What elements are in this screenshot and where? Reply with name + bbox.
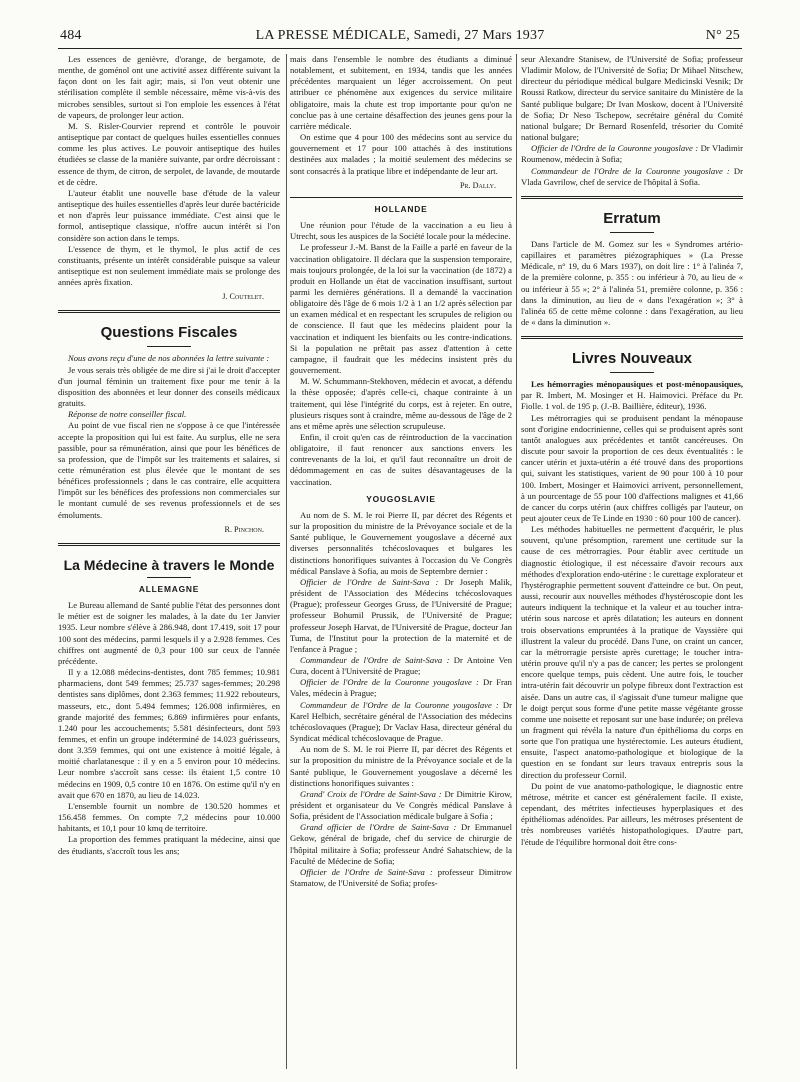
paragraph: mais dans l'ensemble le nombre des étudiants a diminué notablement, et subitement, en 1934, tandis que les années précédentes marquaient un léger accroissement. On peut attribuer ce phénomène aux exigences du service militaire obligatoire, mais la chute est trop importante pour qu'on ne conclue pas à une certaine désaffection des jeunes gens pour la carrière médicale.: [290, 54, 512, 131]
paragraph: M. W. Schummann-Stekhoven, médecin et avocat, a défendu la thèse opposée; d'après celle-ci, chaque contrainte à un traitement, qui lèse l'intégrité du corps, est à rejeter. En outre, plusieurs risques sont à craindre, même au-dessous de l'âge de 2 ans et même après une sélection scrupuleuse.: [290, 376, 512, 431]
paragraph: L'auteur établit une nouvelle base d'étude de la valeur antiseptique des huiles essentielles d'après leur durée bactéricide et non d'après leur puissance immédiate. C'est ainsi que le formol, antiseptique classique, n'offre aucun intérêt si l'on considère son action dans le temps.: [58, 187, 280, 243]
section-title-livres-nouveaux: Livres Nouveaux: [571, 350, 693, 368]
paragraph: La proportion des femmes pratiquant la médecine, ainsi que des étudiants, s'accroît tous les ans;: [58, 834, 280, 856]
section-rule: [521, 336, 743, 339]
paragraph: Le professeur J.-M. Banst de la Faille a parlé en faveur de la vaccination obligatoire. Il déclara que la suspension temporaire, mais toujours prolongée, de la loi sur la vaccination (de 1872) a produit en Hollande un état de vaccination insuffisant, surtout parmi les dernières générations. Il a demandé la vaccination obligatoire dès l'âge de 6 mois 1/2 à 1 an 1/2 après sélection par un examen médical et en respectant les scrupules de religion ou de conscience. Il faut que les médecins plaident pour la vaccination et indiquent les bienfaits ou les contre-indications. Si la population ne prêtait pas assez d'attention à cette campagne, il faudrait que les médecins insistent près du gouvernement.: [290, 242, 512, 376]
book-reference: [521, 379, 743, 412]
column-1: [58, 54, 280, 1069]
page-number: 484: [60, 28, 82, 43]
paragraph: Une réunion pour l'étude de la vaccination a eu lieu à Utrecht, sous les auspices de la Société locale pour la médecine.: [290, 220, 512, 242]
honor-label: Commandeur de l'Ordre de la Couronne yougoslave :: [300, 699, 499, 710]
paragraph: L'ensemble fournit un nombre de 130.520 hommes et 156.458 femmes. On compte 7,2 médecins pour 10.000 habitants, et 10,1 pour 10 kmq de territoire.: [58, 800, 280, 834]
section-rule: [58, 543, 280, 546]
honor-label: Officier de l'Ordre de la Couronne yougoslave :: [531, 143, 699, 154]
paragraph: [290, 700, 512, 745]
paragraph: Réponse de notre conseiller fiscal.: [68, 409, 187, 420]
paragraph: [290, 677, 512, 699]
column-divider: [516, 54, 517, 1069]
honor-label: Grand' Croix de l'Ordre de Saint-Sava :: [300, 788, 442, 799]
paragraph: Les méthodes habituelles ne permettent d'acquérir, le plus souvent, qu'une présomption, rarement une certitude sur la cause de ces métrorragies. Pour établir avec certitude un diagnostic étiologique, il est nécessaire d'avoir recours aux méthodes d'exploration endo-utérine : le curettage explorateur et l'hystérographie permettent souvent d'atteindre ce but. On peut, aussi, recourir aux nouvelles méthodes d'hystéroscopie dont les auteurs indiquent la technique et la valeur et au toucher intra-utérin sous narcose et après dilatation; les auteurs en donnent trois observations empruntées à la pratique de Vayssière qui illustrent la valeur du procédé. Dans l'une, on craint un cancer, car la métrorragie persiste après curettage; le toucher intra-utérin prouve qu'il n'y a pas de cancer; les pertes se prolongent encore quelque temps, puis cèdent. Une autre fois, le toucher intra-utérin fait découvrir un polype fibreux dont l'extraction est aisée. Dans un autre cas, il s'agissait d'une tumeur maligne que le doigt perçut sous forme d'une petite masse végétante grosse comme une noisette et reposant sur une base indurée; on préleva un fragment qui révéla la nature d'un épithélioma du corps en sorte que l'on pratiqua une hystérectomie. Les auteurs étudient, ensuite, l'aspect anatomo-pathologique et biologique de la question en se fondant sur leurs travaux entrepris sous la direction du professeur Cornil.: [521, 524, 743, 780]
journal-title: LA PRESSE MÉDICALE, Samedi, 27 Mars 1937: [255, 28, 545, 43]
honor-text: Dr Karel Helbich, secrétaire général de l'Association des médecins tchécoslovaques (Prague); Dr Vaclav Hasa, directeur général du Syndicat médical tchécoslovaque de Prague.: [290, 699, 512, 744]
author-signature: R. Pinchon.: [224, 524, 264, 534]
paragraph: Je vous serais très obligée de me dire si j'ai le droit d'accepter d'un journal féminin un traitement fixe pour me tenir à la disposition des abonnées et leur donner des conseils médicaux gratuits.: [58, 364, 280, 409]
section-rule: [290, 197, 512, 198]
header-rule: [58, 48, 742, 49]
paragraph: seur Alexandre Stanisew, de l'Université de Sofia; professeur Vladimir Molow, de l'Université de Sofia; Dr Mihael Nitschew, directeur du périodique médical bulgare Medicinski Vesnik; Dr Roussi Ratkow, directeur du service sanitaire du Ministère de la Santé publique bulgare; Dr Ivan Moskow, docent à l'Université de Sofia; Dr Neso Tschepow, secrétaire général du Comité national bulgare; Dr Bernard Rosenfeld, trésorier du Comité national bulgare;: [521, 54, 743, 143]
paragraph: [521, 166, 743, 188]
title-underline: [610, 232, 654, 233]
section-rule: [521, 196, 743, 199]
paragraph: M. S. Risler-Courvier reprend et contrôle le pouvoir antiseptique par contact de quelques huiles essentielles connues comme les plus actives. Le pouvoir antiseptique des huiles étudiées se classe de la manière suivante, par ordre décroissant : essence de thym, de citron, de serpolet, de lavande, de moutarde et de cèdre.: [58, 120, 280, 187]
subheading-yougoslavie: YOUGOSLAVIE: [366, 493, 436, 504]
title-underline: [610, 372, 654, 373]
paragraph: [521, 143, 743, 165]
paragraph: [290, 789, 512, 822]
section-title-erratum: Erratum: [603, 209, 661, 227]
column-2: [290, 54, 512, 1069]
paragraph: Les essences de genièvre, d'orange, de bergamote, de menthe, de goménol ont une activité assez différente suivant la façon dont on les fait agir; mais, si l'on veut obtenir une stérilisation complète il semble nécessaire, même vis-à-vis des microbes sensibles, surtout si l'on emploie les essences à l'état de vapeurs, de prolonger leur action.: [58, 54, 280, 120]
paragraph: Enfin, il croit qu'en cas de réintroduction de la vaccination obligatoire, il faut renoncer aux sanctions envers les contrevenants de la loi, et qu'il faut reconnaître un droit de dédommagement en cas de suites désavantageuses de la vaccination.: [290, 432, 512, 487]
book-title: Les hémorragies ménopausiques et post-ménopausiques,: [531, 379, 743, 390]
honor-text: Dr Antoine Ven Cura, docent à l'Université de Prague;: [290, 654, 512, 677]
author-signature: J. Coutelet.: [222, 292, 264, 302]
subheading-hollande: HOLLANDE: [374, 203, 428, 214]
honor-text: Dr Vlada Gavrilow, chef de service de l'hôpital à Sofia.: [521, 165, 743, 187]
column-divider: [286, 54, 287, 1069]
honor-label: Commandeur de l'Ordre de la Couronne yougoslave :: [531, 165, 730, 176]
honor-text: professeur Dimitrow Stamatow, de l'Université de Sofia; profes-: [290, 866, 512, 889]
title-underline: [147, 346, 191, 347]
paragraph: On estime que 4 pour 100 des médecins sont au service du gouvernement et 17 pour 100 attachés à des institutions destinées aux malades ; la moitié seulement des médecins se sont consacrés à la pratique libre et indépendante de leur art.: [290, 132, 512, 176]
paragraph: Le Bureau allemand de Santé publie l'état des personnes dont le métier est de soigner les malades, à la date du 1er Janvier 1935. Leur nombre s'élève à 286.948, dont 17.419, soit 17 pour 100 sont des médecins, parmi lesquels il y a 2.928 femmes. Ces chiffres ont augmenté de 0,3 pour 100 sur ceux de l'année précédente.: [58, 600, 280, 666]
paragraph: Du point de vue anatomo-pathologique, le diagnostic entre métrose, métrite et cancer est généralement facile. Il existe, cependant, des métrites infectieuses hyperplasiques et des épithéliomas adénoïdes. Par ailleurs, les métroses présentent de très nombreuses variétés histopathologiques. D'autre part, l'étude de l'équilibre hormonal doit être cons-: [521, 780, 743, 847]
paragraph: [290, 867, 512, 889]
column-3: [521, 54, 743, 1069]
honor-label: Officier de l'Ordre de la Couronne yougoslave :: [300, 677, 479, 688]
section-title-medecine-monde: La Médecine à travers le Monde: [63, 556, 275, 573]
paragraph: Dans l'article de M. Gomez sur les « Syndromes artério-capillaires et paramètres piézographiques » (La Presse Médicale, n° 19, du 6 Mars 1937), on doit lire : 1° à l'alinéa 7, de la première colonne, p. 355 : ou inférieur à 70, au lieu de « ou inférieur à 55 »; 2° à l'alinéa 51, première colonne, p. 356 : dans la diminution, au lieu de « dans l'exagération »; 3° à l'alinéa 65 de cette même colonne : dans l'exagération, au lieu de « dans la diminution ».: [521, 238, 743, 327]
author-signature: Pr. Dally.: [459, 180, 496, 190]
paragraph: Il y a 12.088 médecins-dentistes, dont 785 femmes; 10.981 pharmaciens, dont 549 femmes; 25.737 sages-femmes; 20.298 dentistes sans diplômes, dont 2.363 femmes; 11.922 rebouteurs, masseurs, etc., dont 5.494 femmes; 126.008 infirmières, en grande majorité des femmes; 6.869 infirmières pour enfants, 1.240 pour les accouchements; 5.581 désinfecteurs, dont 593 femmes, et enfin un groupe indéterminé de 14.023 guérisseurs, dont 3.359 femmes, qui ont une existence à moitié légale, à moitié charlatanesque : il y en a 5 environ pour 10 médecins. Leur nombre s'accroît sans cesse: ils étaient 1,5 contre 10 médecins en 1909, 0,5 contre 10 en 1876. On estime qu'il n'y en avait que 670 en 1870, au lieu de 14.023.: [58, 667, 280, 800]
honor-text: Dr Joseph Malik, président de l'Association des Médecins tchécoslovaques (Prague); professeur Georges Gruss, de l'Université de Prague; professeur Bohumil Prussik, de l'Université de Prague; professeur Joseph Harvat, de l'Université de Prague, docteur Jan Tuma, de l'Institut pour la protection de la maternité et de l'enfance à Prague ;: [290, 576, 512, 654]
honor-text: Dr Fran Vales, médecin à Prague;: [290, 677, 512, 699]
paragraph: [290, 822, 512, 867]
page-header: [60, 28, 740, 46]
section-rule: [58, 310, 280, 313]
honor-label: Grand officier de l'Ordre de Saint-Sava :: [300, 822, 457, 833]
title-underline: [147, 577, 191, 578]
book-authors: par R. Imbert, M. Mosinger et H. Haimovici. Préface du Pr. Fiolle. 1 vol. de 195 p. (J.-B. Baillière, éditeur), 1936.: [521, 390, 743, 412]
paragraph: [290, 655, 512, 677]
paragraph: Au point de vue fiscal rien ne s'oppose à ce que l'intéressée accepte la proposition qui lui est faite. Au surplus, elle ne sera passible, pour sa rémunération, ainsi que pour les bénéfices de sa profession, que de l'impôt sur les traitements et salaires, si cette rémunération est plus élevée que le montant de ses bénéfices professionnels ; dans le cas contraire, elle acquittera l'impôt sur les bénéfices des professions non commerciales sur le montant cumulé de ses revenus professionnels et de ses émoluments.: [58, 420, 280, 520]
section-title-questions-fiscales: Questions Fiscales: [100, 324, 238, 342]
paragraph: [290, 577, 512, 655]
paragraph: Les métrorragies qui se produisent pendant la ménopause sont d'origine endocrinienne, celles qui se produisent après sont tantôt analogues aux précédentes et tantôt cancéreuses. On discute pour savoir la proportion de ces deux éventualités : le cancer utérin et juxta-utérin a été trouvé dans des proportions qui, suivant les statistiques, varient de 90 pour 100 à 10 pour 100. Imbert, Mosinger et Haimovici arrivent, personnellement, à un pourcentage de 55 pour 100 d'affections malignes et 41,66 de cancer du corps utérin (aux chiffres colligés par l'auteur, on peut ajouter ceux de Te Linde en 1930 : 60 pour 100 de cancer).: [521, 412, 743, 523]
issue-number: N° 25: [705, 28, 740, 43]
subheading-allemagne: ALLEMAGNE: [138, 583, 200, 594]
honor-label: Officier de l'Ordre de Saint-Sava :: [300, 576, 439, 587]
honor-text: Dr Dimitrie Kirow, président et organisateur du Ve Congrès médical Panslave à Sofia, président de l'Association médicale bulgare à Sofia ;: [290, 788, 512, 822]
paragraph: Au nom de S. M. le roi Pierre II, par décret des Régents et sur la proposition du ministre de la Prévoyance sociale et de la Santé publique, le Gouvernement yougoslave a décerné les distinctions honorifiques suivantes :: [290, 744, 512, 788]
honor-text: Dr Emmanuel Gekow, général de brigade, chef du service de chirurgie de l'hôpital militaire à Sofia; professeur André Sahatschiew, de la Faculté de Médecine de Sofia;: [290, 822, 512, 866]
honor-text: Dr Vladimir Roumenow, médecin à Sofia;: [521, 143, 743, 165]
honor-label: Commandeur de l'Ordre de Saint-Sava :: [300, 654, 450, 665]
honor-label: Officier de l'Ordre de Saint-Sava :: [300, 866, 433, 877]
paragraph: L'essence de thym, et le thymol, le plus actif de ces constituants, présente un intérêt considérable puisque sa valeur antiseptique est non seulement immédiate mais se prolonge des années après fixation.: [58, 243, 280, 288]
paragraph: Au nom de S. M. le roi Pierre II, par décret des Régents et sur la proposition du ministre de la Prévoyance sociale et de la Santé publique, le Gouvernement yougoslave a décerné aux diverses personnalités tchécoslovaques et bulgares les distinctions honorifiques suivantes à l'occasion du Ve Congrès médical Panslave à Sofia, au mois de Septembre dernier :: [290, 509, 512, 576]
paragraph: Nous avons reçu d'une de nos abonnées la lettre suivante :: [68, 353, 270, 364]
